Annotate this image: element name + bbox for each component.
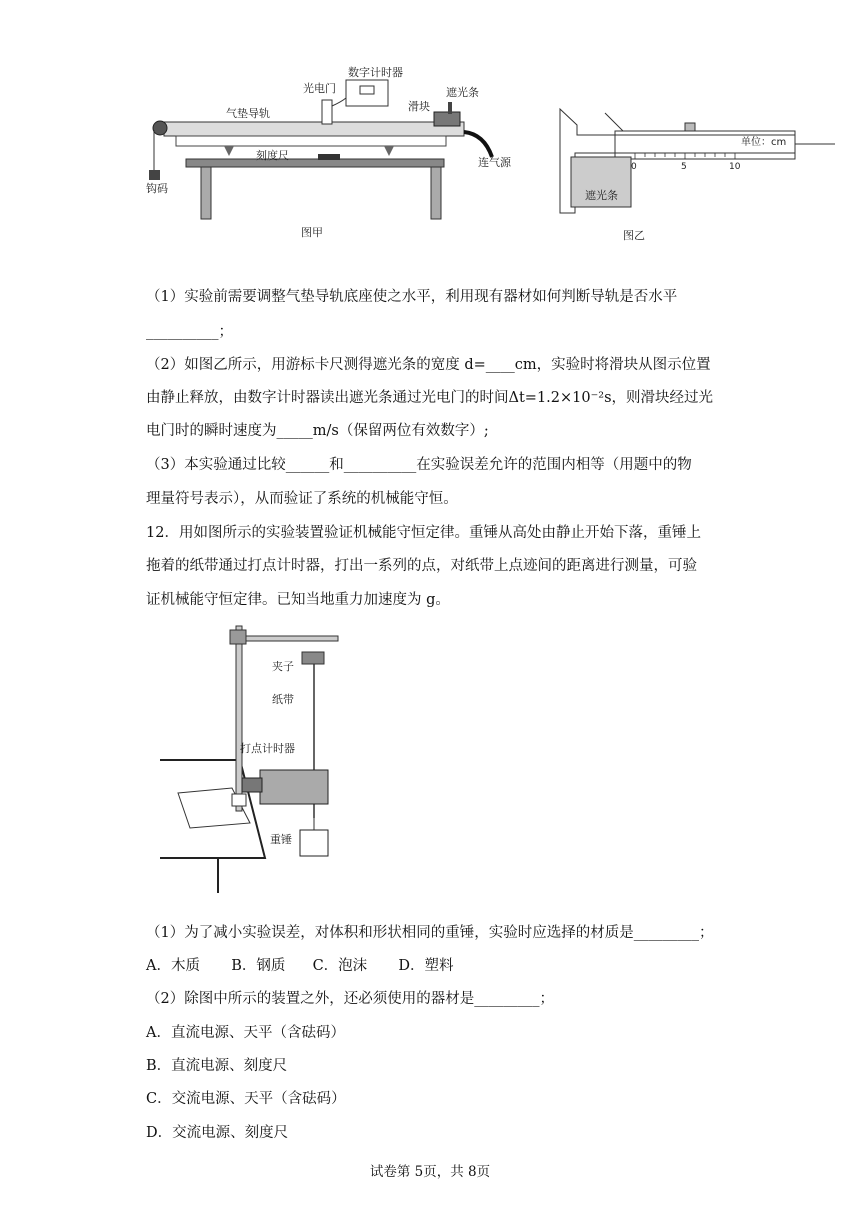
q12-stem-line2: 拖着的纸带通过打点计时器，打出一系列的点，对纸带上点迹间的距离进行测量，可验 xyxy=(146,558,697,574)
caliper-tick-5: 5 xyxy=(681,162,687,172)
q11-p2-line1: （2）如图乙所示，用游标卡尺测得遮光条的宽度 d=____cm，实验时将滑块从图示位置 xyxy=(146,357,711,373)
q12-sub1: （1）为了减小实验误差，对体积和形状相同的重锤，实验时应选择的材质是_________； xyxy=(146,925,714,941)
option-c: C．泡沫 xyxy=(312,958,368,974)
label-dot-timer: 打点计时器 xyxy=(240,742,295,755)
q11-p2-line3: 电门时的瞬时速度为_____m/s（保留两位有效数字）; xyxy=(146,423,489,439)
label-rail: 气垫导轨 xyxy=(226,107,270,120)
label-clip: 夹子 xyxy=(272,660,294,673)
q11-p1-line1: （1）实验前需要调整气垫导轨底座使之水平，利用现有器材如何判断导轨是否水平 xyxy=(146,289,678,305)
hook-weight-icon xyxy=(149,170,160,180)
caption-jia: 图甲 xyxy=(301,226,323,239)
option-b: B．钢质 xyxy=(231,958,286,974)
q11-p3-line1: （3）本实验通过比较______和__________在实验误差允许的范围内相等（用题中的物 xyxy=(146,457,692,473)
q12-stem-line3: 证机械能守恒定律。已知当地重力加速度为 g。 xyxy=(146,592,450,608)
label-shade: 遮光条 xyxy=(446,86,479,99)
hammer-icon xyxy=(300,830,328,856)
caliper-tick-10: 10 xyxy=(729,162,741,172)
label-hammer: 重锤 xyxy=(270,833,292,846)
q11-p3-line2: 理量符号表示），从而验证了系统的机械能守恒。 xyxy=(146,491,458,507)
label-gate: 光电门 xyxy=(303,82,336,95)
label-slider: 滑块 xyxy=(408,100,430,113)
figure-drop-apparatus xyxy=(160,618,390,896)
figure-air-track xyxy=(146,62,526,252)
caption-yi: 图乙 xyxy=(623,229,645,242)
figure-caliper xyxy=(545,95,845,245)
clip-icon xyxy=(302,652,324,664)
q12-sub2: （2）除图中所示的装置之外，还必须使用的器材是_________； xyxy=(146,991,554,1007)
caliper-unit-label: 单位：cm xyxy=(741,137,787,148)
label-timer: 数字计时器 xyxy=(348,66,403,79)
page-footer: 试卷第 5页，共 8页 xyxy=(369,1164,491,1180)
q11-p1-line2: __________； xyxy=(146,324,233,340)
q12-sub2-option-c: C．交流电源、天平（含砝码） xyxy=(146,1091,346,1107)
label-scale: 刻度尺 xyxy=(256,149,289,162)
rail-teeth xyxy=(176,136,446,146)
label-air: 连气源 xyxy=(478,156,511,169)
q12-sub1-options xyxy=(146,956,726,976)
option-d: D．塑料 xyxy=(398,958,454,974)
q12-stem-line1: 12．用如图所示的实验装置验证机械能守恒定律。重锤从高处由静止开始下落，重锤上 xyxy=(146,525,701,541)
q11-p2-line2: 由静止释放，由数字计时器读出遮光条通过光电门的时间Δt=1.2×10⁻²s，则滑块经过光 xyxy=(146,390,714,406)
caliper-shade-label: 遮光条 xyxy=(585,189,618,202)
q12-sub2-option-d: D．交流电源、刻度尺 xyxy=(146,1125,289,1141)
label-weight: 钩码 xyxy=(146,182,168,195)
slider-block-icon xyxy=(434,112,460,126)
option-a: A．木质 xyxy=(146,958,200,974)
dot-timer-icon xyxy=(260,770,328,804)
label-tape: 纸带 xyxy=(272,693,294,706)
photogate-icon xyxy=(322,100,332,124)
caliper-tick-0: 0 xyxy=(631,162,637,172)
q12-sub2-option-b: B．直流电源、刻度尺 xyxy=(146,1058,288,1074)
q12-sub2-option-a: A．直流电源、天平（含砝码） xyxy=(146,1025,345,1041)
